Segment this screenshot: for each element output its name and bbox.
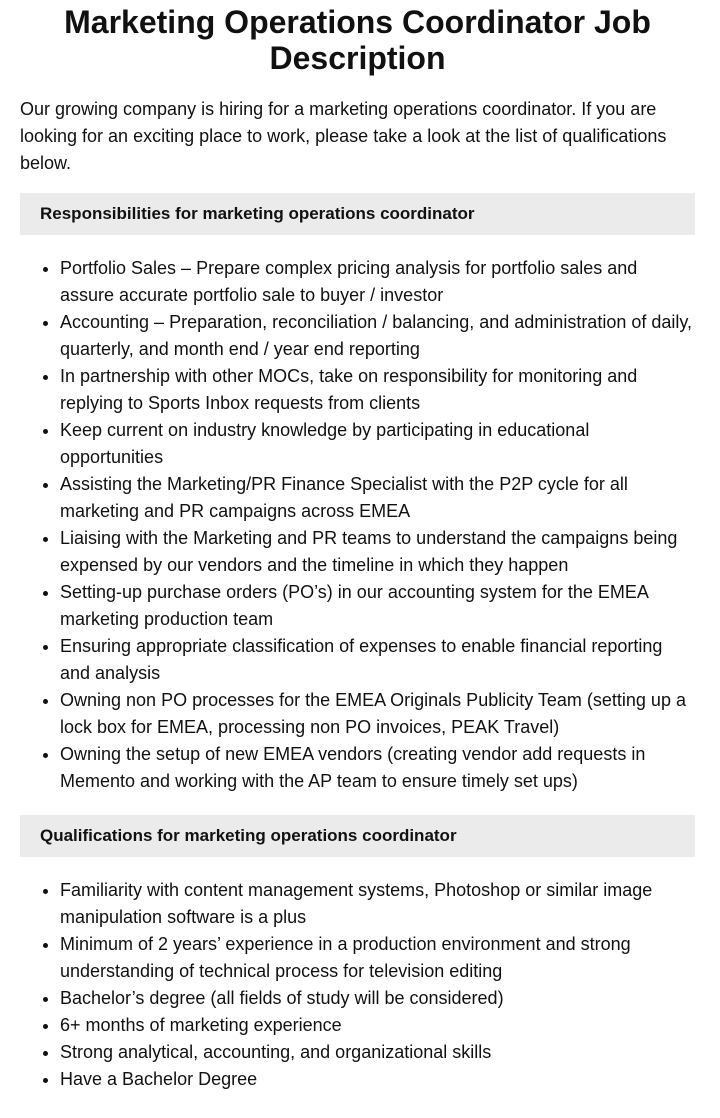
list-item: • Keep current on industry knowledge by participating in educational opportunities bbox=[60, 417, 695, 471]
list-item: • Have a Bachelor Degree bbox=[60, 1066, 695, 1093]
list-item: • Ensuring appropriate classification of expenses to enable financial reporting and analysis bbox=[60, 633, 695, 687]
list-item: • Owning non PO processes for the EMEA Originals Publicity Team (setting up a lock box for EMEA, processing non PO invoices, PEAK Travel) bbox=[60, 687, 695, 741]
responsibilities-list bbox=[20, 255, 695, 795]
sections bbox=[20, 193, 695, 1093]
list-item: • Assisting the Marketing/PR Finance Specialist with the P2P cycle for all marketing and PR campaigns across EMEA bbox=[60, 471, 695, 525]
list-item: • Owning the setup of new EMEA vendors (creating vendor add requests in Memento and working with the AP team to ensure timely set ups) bbox=[60, 741, 695, 795]
list-item: • Liaising with the Marketing and PR teams to understand the campaigns being expensed by our vendors and the timeline in which they happen bbox=[60, 525, 695, 579]
qualifications-list bbox=[20, 877, 695, 1093]
qualifications-heading: Qualifications for marketing operations coordinator bbox=[20, 815, 695, 857]
list-item: • Familiarity with content management systems, Photoshop or similar image manipulation software is a plus bbox=[60, 877, 695, 931]
list-item: • 6+ months of marketing experience bbox=[60, 1012, 695, 1039]
list-item: • Accounting – Preparation, reconciliation / balancing, and administration of daily, quarterly, and month end / year end reporting bbox=[60, 309, 695, 363]
page-title: Marketing Operations Coordinator Job Description bbox=[64, 4, 651, 76]
job-description bbox=[0, 4, 720, 1093]
list-item: • Strong analytical, accounting, and organizational skills bbox=[60, 1039, 695, 1066]
list-item: • In partnership with other MOCs, take on responsibility for monitoring and replying to Sports Inbox requests from clients bbox=[60, 363, 695, 417]
list-item: • Portfolio Sales – Prepare complex pricing analysis for portfolio sales and assure accurate portfolio sale to buyer / investor bbox=[60, 255, 695, 309]
list-item: • Minimum of 2 years’ experience in a production environment and strong understanding of technical process for television editing bbox=[60, 931, 695, 985]
list-item: • Bachelor’s degree (all fields of study will be considered) bbox=[60, 985, 695, 1012]
list-item: • Setting-up purchase orders (PO’s) in our accounting system for the EMEA marketing production team bbox=[60, 579, 695, 633]
intro-paragraph: Our growing company is hiring for a marketing operations coordinator. If you are looking for an exciting place to work, please take a look at the list of qualifications below. bbox=[20, 99, 667, 173]
responsibilities-heading: Responsibilities for marketing operations coordinator bbox=[20, 193, 695, 235]
